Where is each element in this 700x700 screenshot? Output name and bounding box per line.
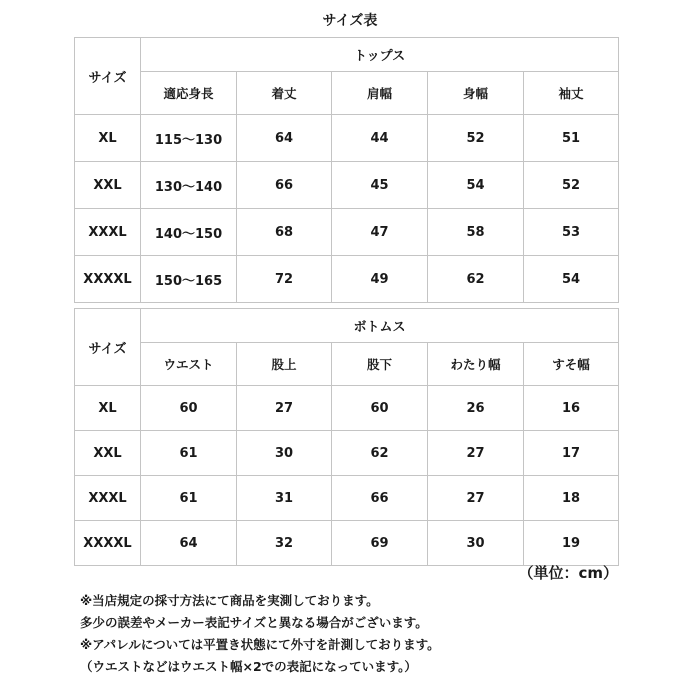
table-cell: 66 [237,162,332,209]
table-cell: 58 [428,209,524,256]
column-header: 着丈 [237,72,332,115]
table-row [75,162,619,209]
table-row [75,256,619,303]
table-cell: 150～165 [141,256,237,303]
table-cell: 18 [524,476,619,521]
tops-group-header: トップス [141,38,619,72]
table-cell: 31 [237,476,332,521]
table-cell: 47 [332,209,428,256]
column-header: わたり幅 [428,343,524,386]
table-cell: 69 [332,521,428,566]
column-header: 肩幅 [332,72,428,115]
note-line: ※当店規定の採寸方法にて商品を実測しております。 [80,593,379,608]
table-row [75,386,619,431]
table-cell: 27 [237,386,332,431]
size-cell: XL [75,386,141,431]
column-header: 適応身長 [141,72,237,115]
table-cell: 32 [237,521,332,566]
note-line: 多少の誤差やメーカー表記サイズと異なる場合がございます。 [80,615,428,630]
table-cell: 16 [524,386,619,431]
unit-label: （単位：cm） [518,564,618,582]
table-cell: 68 [237,209,332,256]
size-cell: XXXXL [75,521,141,566]
column-header: ウエスト [141,343,237,386]
tops-size-table [74,37,619,303]
bottoms-size-table [74,308,619,566]
table-cell: 30 [237,431,332,476]
size-cell: XXXL [75,476,141,521]
table-row [75,209,619,256]
table-cell: 17 [524,431,619,476]
table-cell: 62 [332,431,428,476]
table-row [75,521,619,566]
notes [80,590,440,678]
table-cell: 140～150 [141,209,237,256]
table-cell: 115～130 [141,115,237,162]
size-header: サイズ [75,38,141,115]
page-title: サイズ表 [322,13,378,29]
column-header: 股上 [237,343,332,386]
note-line: ※アパレルについては平置き状態にて外寸を計測しております。 [80,637,440,652]
size-cell: XL [75,115,141,162]
table-cell: 51 [524,115,619,162]
table-row [75,115,619,162]
table-cell: 45 [332,162,428,209]
table-row [75,431,619,476]
column-header: すそ幅 [524,343,619,386]
table-cell: 30 [428,521,524,566]
table-cell: 19 [524,521,619,566]
table-cell: 52 [428,115,524,162]
table-cell: 26 [428,386,524,431]
size-cell: XXL [75,431,141,476]
table-row [75,476,619,521]
table-cell: 64 [237,115,332,162]
table-cell: 130～140 [141,162,237,209]
column-header: 身幅 [428,72,524,115]
table-cell: 62 [428,256,524,303]
note-line: （ウエストなどはウエスト幅×2での表記になっています。） [80,659,417,674]
size-header: サイズ [75,309,141,386]
table-cell: 61 [141,431,237,476]
bottoms-group-header: ボトムス [141,309,619,343]
table-cell: 66 [332,476,428,521]
table-cell: 60 [141,386,237,431]
size-cell: XXL [75,162,141,209]
table-cell: 53 [524,209,619,256]
table-cell: 54 [428,162,524,209]
size-cell: XXXL [75,209,141,256]
table-cell: 44 [332,115,428,162]
column-header: 袖丈 [524,72,619,115]
column-header: 股下 [332,343,428,386]
size-cell: XXXXL [75,256,141,303]
table-cell: 61 [141,476,237,521]
table-cell: 64 [141,521,237,566]
table-cell: 27 [428,476,524,521]
table-cell: 52 [524,162,619,209]
table-cell: 60 [332,386,428,431]
table-cell: 72 [237,256,332,303]
table-cell: 27 [428,431,524,476]
table-cell: 54 [524,256,619,303]
table-cell: 49 [332,256,428,303]
